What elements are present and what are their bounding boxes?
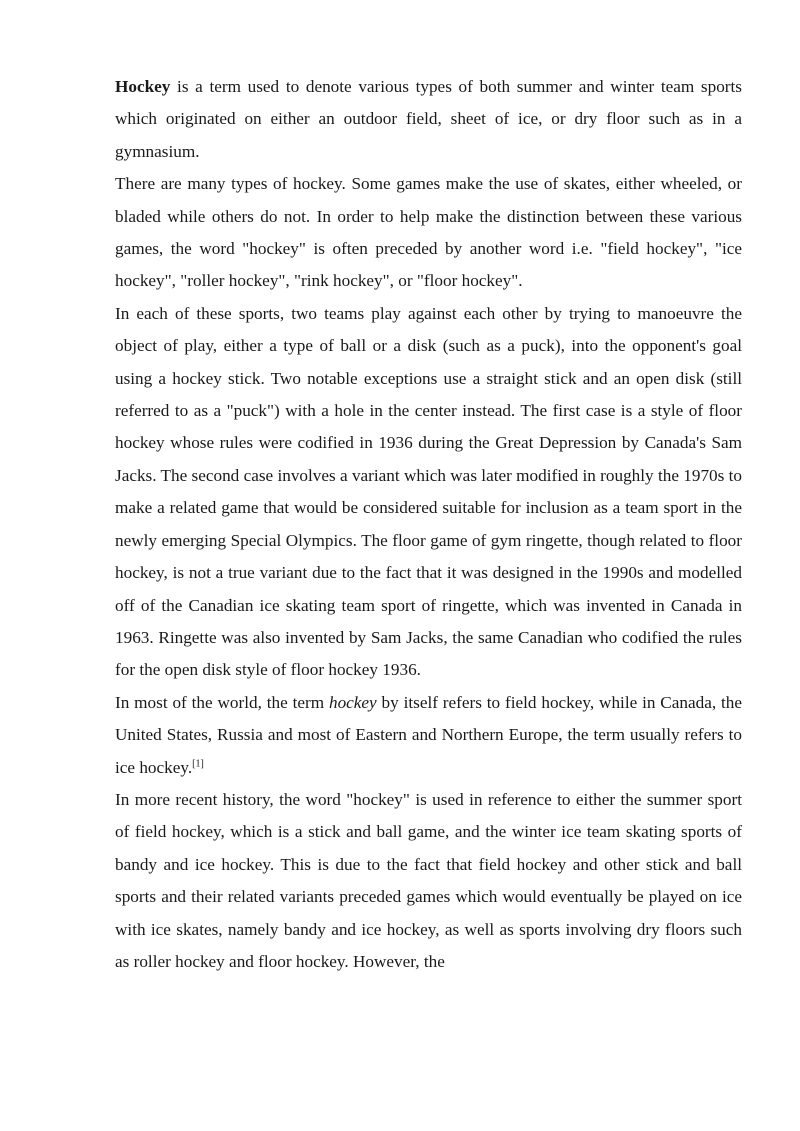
paragraph-usage-after: by itself refers to field hockey, while in Canada, the United States, Russia and most of Eastern and Northern Europe, the term usually refers to ice hockey. bbox=[115, 692, 742, 777]
citation-link[interactable]: [1] bbox=[192, 757, 204, 769]
paragraph-intro bbox=[115, 71, 742, 168]
document-body bbox=[115, 71, 742, 978]
paragraph-usage bbox=[115, 687, 742, 784]
paragraph-sports: In each of these sports, two teams play against each other by trying to manoeuvre the object of play, either a type of ball or a disk (such as a puck), into the opponent's goal using a hockey stick. Two notable exceptions use a straight stick and an open disk (still referred to as a "puck") with a hole in the center instead. The first case is a style of floor hockey whose rules were codified in 1936 during the Great Depression by Canada's Sam Jacks. The second case involves a variant which was later modified in roughly the 1970s to make a related game that would be considered suitable for inclusion as a team sport in the newly emerging Special Olympics. The floor game of gym ringette, though related to floor hockey, is not a true variant due to the fact that it was designed in the 1990s and modelled off of the Canadian ice skating team sport of ringette, which was invented in Canada in 1963. Ringette was also invented by Sam Jacks, the same Canadian who codified the rules for the open disk style of floor hockey 1936. bbox=[115, 303, 742, 680]
paragraph-intro-text: is a term used to denote various types of both summer and winter team sports which originated on either an outdoor field, sheet of ice, or dry floor such as in a gymnasium. bbox=[115, 77, 742, 161]
term-hockey: Hockey bbox=[115, 77, 171, 96]
paragraph-history: In more recent history, the word "hockey" is used in reference to either the summer sport of field hockey, which is a stick and ball game, and the winter ice team skating sports of bandy and ice hockey. This is due to the fact that field hockey and other stick and ball sports and their related variants preceded games which would eventually be played on ice with ice skates, namely bandy and ice hockey, as well as sports involving dry floors such as roller hockey and floor hockey. However, the bbox=[115, 789, 742, 971]
paragraph-types: There are many types of hockey. Some games make the use of skates, either wheeled, or bladed while others do not. In order to help make the distinction between these various games, the word "hockey" is often preceded by another word i.e. "field hockey", "ice hockey", "roller hockey", "rink hockey", or "floor hockey". bbox=[115, 174, 742, 291]
paragraph-usage-before: In most of the world, the term bbox=[115, 692, 329, 712]
paragraph-usage-italic: hockey bbox=[328, 692, 377, 712]
